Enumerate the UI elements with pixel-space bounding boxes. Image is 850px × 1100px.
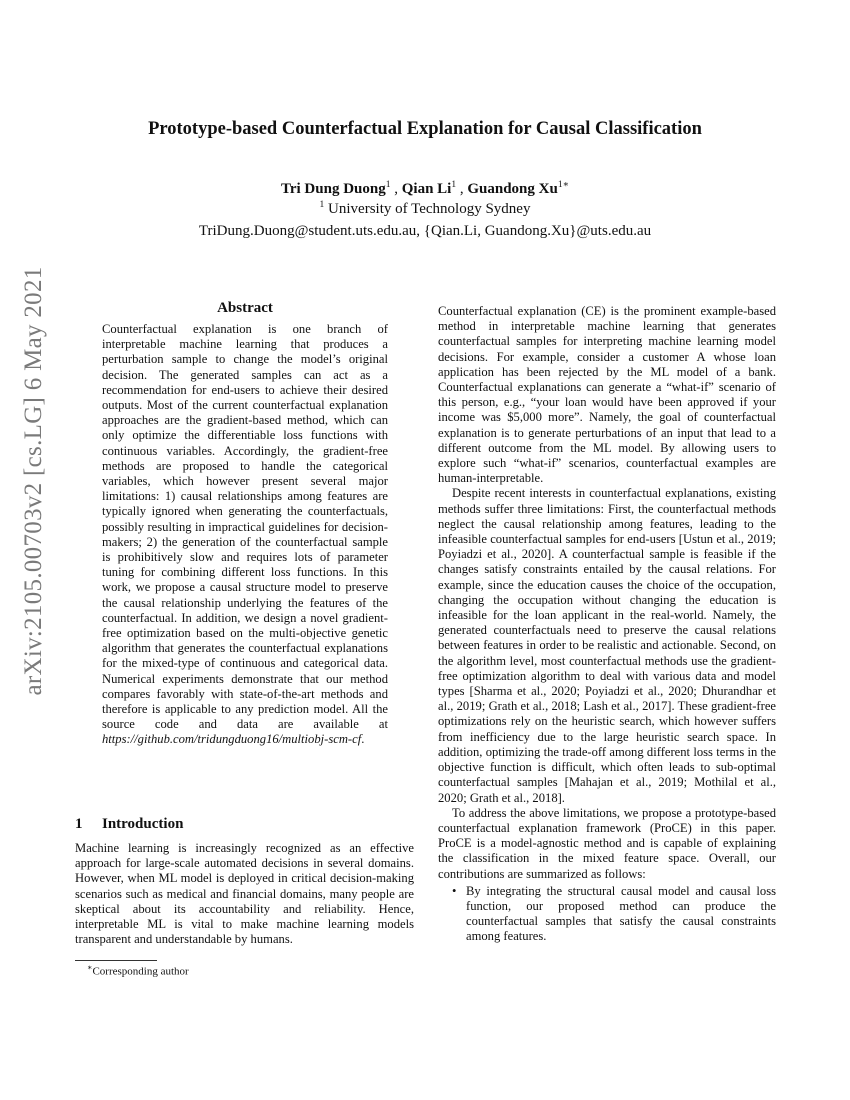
section-title: Introduction xyxy=(102,816,184,832)
author-emails: TriDung.Duong@student.uts.edu.au, {Qian.Li, Guandong.Xu}@uts.edu.au xyxy=(198,223,652,239)
abstract-body xyxy=(102,322,388,748)
paragraph-proposal: To address the above limitations, we propose a prototype-based counterfactual explanation framework (ProCE) in this paper. ProCE is a model-agnostic method and is capable of explaining the classification in the mixed feature space. Overall, our contributions are summarized as follows: xyxy=(438,805,776,881)
paper-title: Prototype-based Counterfactual Explanation for Causal Classification xyxy=(148,119,702,139)
affiliation-text: University of Technology Sydney xyxy=(328,201,531,217)
source-code-link[interactable]: https://github.com/tridungduong16/multiobj-scm-cf xyxy=(102,732,362,747)
affiliation xyxy=(75,200,775,218)
footnote-mark: ∗ xyxy=(87,963,93,972)
author-sup: 1 xyxy=(451,180,457,190)
author-list xyxy=(75,176,775,199)
footnote-text: Corresponding author xyxy=(92,965,189,978)
list-item xyxy=(438,884,776,945)
abstract-heading: Abstract xyxy=(217,300,273,316)
bullet-icon: • xyxy=(452,883,457,898)
section-heading-introduction xyxy=(75,816,183,833)
author-sup: 1 xyxy=(385,180,391,190)
list-item-text: By integrating the structural causal model and causal loss function, our proposed method can produce the counterfactual samples that satisfy the causal constraints among features. xyxy=(466,883,776,944)
author-name: Guandong Xu xyxy=(467,181,558,197)
contribution-list xyxy=(438,884,776,945)
arxiv-stamp-text: arXiv:2105.00703v2 [cs.LG] 6 May 2021 xyxy=(20,266,47,696)
paragraph-ce-definition: Counterfactual explanation (CE) is the prominent example-based method in interpretable machine learning that generates counterfactual samples for interpreting machine learning model decisions. For example, consider a customer A whose loan application has been rejected by the ML model of a bank. Counterfactual explanations can generate a “what-if” scenario of this person, e.g., “your loan would have been approved if your income was $5,000 more”. Namely, the goal of counterfactual explanation is to generate perturbations of an input that lead to a different outcome from the ML model. By allowing users to explore such “what-if” scenarios, counterfactual examples are human-interpretable. xyxy=(438,304,776,486)
abstract-end: . xyxy=(361,732,365,747)
footnote-rule xyxy=(75,960,157,961)
intro-paragraph: Machine learning is increasingly recognized as an effective approach for large-scale automated decisions in several domains. However, when ML model is deployed in critical decision-making scenarios such as medical and financial domains, many people are skeptical about its accountability and reliability. Hence, interpretable ML is vital to make machine learning models transparent and understandable by humans. xyxy=(75,841,414,947)
author-sup: 1∗ xyxy=(557,180,570,190)
right-column xyxy=(438,304,776,945)
abstract-paragraph xyxy=(102,322,388,748)
introduction-body xyxy=(75,841,414,947)
paragraph-limitations: Despite recent interests in counterfactual explanations, existing methods suffer three limitations: First, the counterfactual methods neglect the causal relationship among features, leading to the infeasible counterfactual samples for end-users [Ustun et al., 2019; Poyiadzi et al., 2020]. A counterfactual sample is feasible if the changes satisfy constraints entailed by the causal relations. For example, since the education causes the choice of the occupation, changing the occupation without changing the education is infeasible for the loan applicant in the real-world. Namely, the generated counterfactuals need to preserve the causal relations between features in order to be realistic and actionable. Second, on the algorithm level, most counterfactual methods use the gradient-free optimization algorithm to deal with various data and model types [Sharma et al., 2020; Poyiadzi et al., 2020; Dhurandhar et al., 2019; Grath et al., 2018; Lash et al., 2017]. These gradient-free optimizations rely on the heuristic search, which however suffers from inefficiency due to the large heuristic search space. In addition, optimizing the trade-off among different loss terms in the objective function is difficult, which often leads to sub-optimal counterfactual samples [Mahajan et al., 2019; Mothilal et al., 2020; Grath et al., 2018]. xyxy=(438,486,776,805)
author-name: Tri Dung Duong xyxy=(280,181,386,197)
author-separator: , xyxy=(456,181,468,197)
footnote xyxy=(87,963,189,978)
author-name: Qian Li xyxy=(401,181,452,197)
section-number: 1 xyxy=(75,816,83,832)
arxiv-stamp xyxy=(6,266,62,696)
abstract-text: Counterfactual explanation is one branch of interpretable machine learning that produces a perturbation sample to change the model’s original decision. The generated samples can act as a recommendation for end-users to achieve their desired outputs. Most of the current counterfactual explanation approaches are the gradient-based method, which can only optimize the differentiable loss functions with continuous variables. Accordingly, the gradient-free methods are proposed to handle the categorical variables, which however present several major limitations: 1) causal relationships among features are typically ignored when generating the counterfactuals, possibly resulting in impractical guidelines for decision-makers; 2) the generation of the counterfactual sample is prohibitively slow and requires lots of parameter tuning for combining different loss functions. In this work, we propose a causal structure model to preserve the causal relationship underlying the features of the counterfactual. In addition, we design a novel gradient-free optimization based on the multi-objective genetic algorithm that generates the counterfactual explanations for the mixed-type of continuous and categorical data. Numerical experiments demonstrate that our method compares favorably with state-of-the-art methods and therefore is applicable to any prediction model. All the source code and data are available at xyxy=(102,322,388,732)
author-separator: , xyxy=(390,181,402,197)
affiliation-sup: 1 xyxy=(319,200,325,210)
